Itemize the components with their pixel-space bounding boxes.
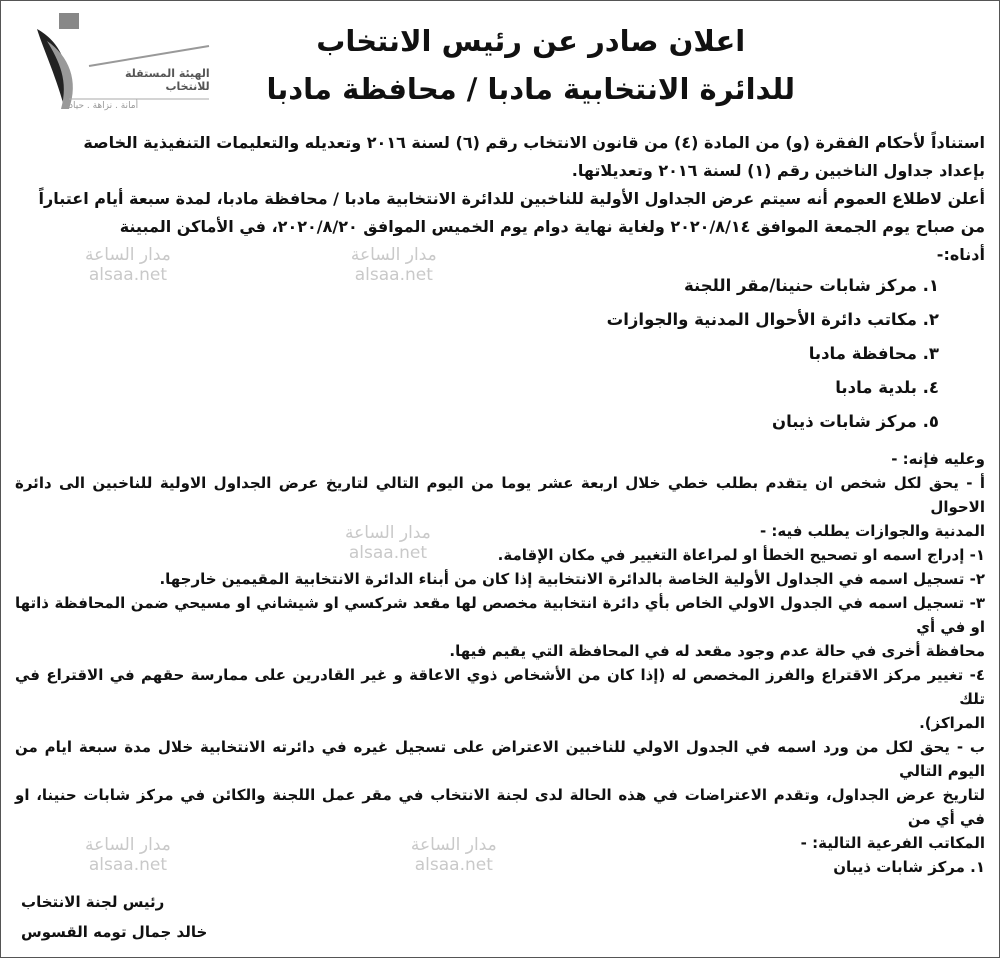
header [15,11,985,129]
location-item: ١. مركز شابات حنينا/مقر اللجنة [684,276,939,295]
title-line2: للدائرة الانتخابية مادبا / محافظة مادبا [266,72,795,106]
body-row-text [497,831,985,879]
body-line: محافظة أخرى في حالة عدم وجود مقعد له في المحافظة التي يقيم فيها. [449,642,985,660]
conditions [15,447,985,879]
body-line: ١. مركز شابات ذيبان [833,858,985,876]
body-line: أ - يحق لكل شخص ان يتقدم بطلب خطي خلال اربعة عشر يوما من اليوم التالي لتاريخ عرض الجداول الاولية للناخبين الى دائرة الاحوال [15,474,985,516]
body-row-text [431,519,985,567]
body-line: ب - يحق لكل من ورد اسمه في الجدول الاولي للناخبين الاعتراض على تسجيل غيره في دائرته الانتخابية خلال مدة سبعة ايام من اليوم التالي [15,738,985,780]
body-line: المدنية والجوازات يطلب فيه: - [759,522,985,540]
locations-section [15,241,985,439]
watermark-en: alsaa.net [354,265,433,285]
location-item: ٤. بلدية مادبا [835,378,939,397]
watermark-en: alsaa.net [88,265,167,285]
location-item: ٢. مكاتب دائرة الأحوال المدنية والجوازات [606,310,939,329]
title [267,11,796,113]
logo-name-line2: للانتخاب [165,80,210,93]
watermark-ar: مدار الساعة [410,835,497,855]
body-row [15,519,985,567]
watermark-ar: مدار الساعة [85,835,171,855]
logo [29,11,219,115]
intro [15,129,985,241]
intro-line: بإعداد جداول الناخبين رقم (١) لسنة ٢٠١٦ وتعديلاتها. [571,161,985,180]
body-line: لتاريخ عرض الجداول، وتقدم الاعتراضات في هذه الحالة لدى لجنة الانتخاب في مقر عمل اللجنة والكائن في مركز شابات حنينا، او في أي من [15,786,985,828]
body-line: المراكز). [919,714,985,732]
body-line: وعليه فإنه: - [891,450,985,468]
watermark-group [15,241,437,285]
watermark-group [15,519,431,563]
watermark-en: alsaa.net [88,855,167,875]
body-line: ١- إدراج اسمه او تصحيح الخطأ او لمراعاة التغيير في مكان الإقامة. [497,546,985,564]
watermark-group [15,831,497,875]
body-line: ٤- تغيير مركز الاقتراع والفرز المخصص له (إذا كان من الأشخاص ذوي الاعاقة و غير القادرين على ممارسة حقهم في الاقتراع في تلك [15,666,985,708]
body-line: ٣- تسجيل اسمه في الجدول الاولي الخاص بأي دائرة انتخابية مخصص لها مقعد شركسي او شيشاني او مسيحي ضمن المحافظة ذاتها او في أي [15,594,985,636]
logo-motto: أمانة . نزاهة . حياد [69,101,139,111]
title-line1: اعلان صادر عن رئيس الانتخاب [316,24,746,58]
watermark-en: alsaa.net [348,543,427,563]
location-item: ٣. محافظة مادبا [808,344,939,363]
intro-line: أدناه:- [936,245,985,264]
intro-line: من صباح يوم الجمعة الموافق ٢٠٢٠/٨/١٤ ولغاية نهاية دوام يوم الخميس الموافق ٢٠٢٠/٨/٢٠، في الأماكن المبينة [119,217,985,236]
watermark [85,835,171,875]
location-item: ٥. مركز شابات ذيبان [772,412,939,431]
watermark-en: alsaa.net [414,855,493,875]
intro-line: أعلن لاطلاع العموم أنه سيتم عرض الجداول الأولية للناخبين للدائرة الانتخابية مادبا / محافظة مادبا، لمدة سبعة أيام اعتباراً [38,189,985,208]
signature-name: خالد جمال تومه القسوس [21,923,208,941]
ballot-box-logo-icon [29,11,219,115]
watermark [411,835,497,875]
signature-role: رئيس لجنة الانتخاب [21,893,165,911]
watermark-ar: مدار الساعة [350,245,437,265]
logo-name [125,67,210,93]
body-line: المكاتب الفرعية التالية: - [800,834,985,852]
body-row [15,831,985,879]
logo-name-line1: الهيئة المستقلة [125,67,210,80]
watermark [345,523,431,563]
locations-list [437,241,985,439]
signature [15,887,985,947]
watermark [351,245,437,285]
watermark-ar: مدار الساعة [345,523,431,543]
watermark [85,245,171,285]
watermark-ar: مدار الساعة [85,245,171,265]
body-line: ٢- تسجيل اسمه في الجداول الأولية الخاصة بالدائرة الانتخابية إذا كان من أبناء الدائرة الانتخابية المقيمين خارجها. [159,570,985,588]
intro-line: استناداً لأحكام الفقرة (و) من المادة (٤) من قانون الانتخاب رقم (٦) لسنة ٢٠١٦ وتعديله والتعليمات التنفيذية الخاصة [83,133,985,152]
